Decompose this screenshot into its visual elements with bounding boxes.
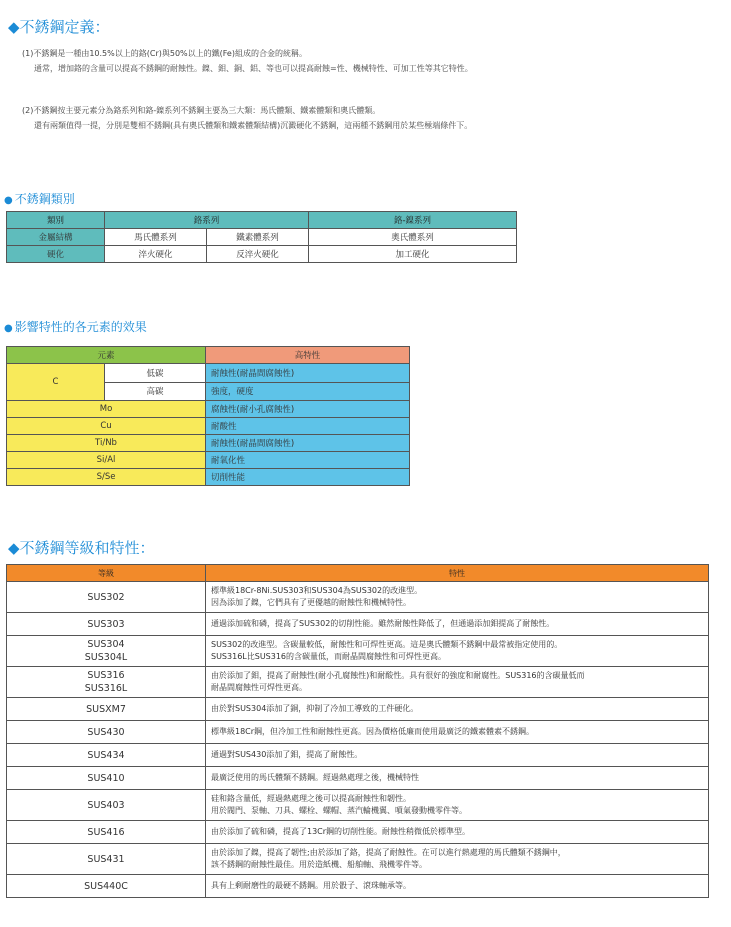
categories-heading [4, 190, 75, 207]
grade-label: SUS440C [84, 880, 128, 892]
table-header-cell: 高特性 [206, 347, 410, 364]
definition-p2-line2: 還有兩類值得一提，分別是雙相不銹鋼(具有奧氏體類和鐵素體類結構)沉澱硬化不銹鋼，這兩種不銹鋼用於某些極端條件下。 [34, 121, 473, 130]
grade-label: SUS430 [87, 726, 125, 738]
characteristic-cell [206, 821, 709, 844]
table-cell: 淬火硬化 [105, 246, 207, 263]
definition-p2-line1: (2)不銹鋼按主要元素分為鉻系列和鉻-鎳系列不銹鋼主要為三大類：馬氏體類、鐵素體類和奧氏體類。 [22, 106, 381, 115]
table-row [7, 698, 709, 721]
elements-table [6, 346, 410, 486]
table-header-cell: 等級 [7, 565, 206, 582]
grade-cell [7, 636, 206, 667]
grade-label: SUS303 [87, 618, 125, 630]
element-cell: Mo [7, 401, 206, 418]
characteristic-cell [206, 667, 709, 698]
table-row [7, 875, 709, 898]
table-row [7, 246, 517, 263]
grade-label: SUSXM7 [86, 703, 126, 715]
property-cell: 耐蝕性(耐晶間腐蝕性) [206, 435, 410, 452]
table-header-cell: 特性 [206, 565, 709, 582]
table-row [7, 667, 709, 698]
grade-cell [7, 582, 206, 613]
characteristic-cell [206, 582, 709, 613]
table-row [7, 821, 709, 844]
characteristic-cell [206, 844, 709, 875]
row-label: 硬化 [7, 246, 105, 263]
characteristic-line: SUS316L比SUS316的含碳量低，而耐晶間腐蝕性和可焊性更高。 [211, 652, 447, 661]
characteristic-cell [206, 613, 709, 636]
table-row [7, 435, 410, 452]
table-cell: 反淬火硬化 [207, 246, 309, 263]
grade-label: SUS410 [87, 772, 125, 784]
grade-label: SUS434 [87, 749, 125, 761]
element-cell: Si/Al [7, 452, 206, 469]
table-header-cell: 元素 [7, 347, 206, 364]
table-row [7, 469, 410, 486]
grade-cell [7, 790, 206, 821]
element-cell: Ti/Nb [7, 435, 206, 452]
table-row [7, 229, 517, 246]
property-cell: 腐蝕性(耐小孔腐蝕性) [206, 401, 410, 418]
property-cell: 耐蝕性(耐晶間腐蝕性) [206, 364, 410, 383]
characteristic-line: 通過添加硫和磷，提高了SUS302的切削性能。雖然耐蝕性降低了，但通過添加鉬提高了耐蝕性。 [211, 619, 555, 628]
property-cell: 耐氧化性 [206, 452, 410, 469]
grade-cell [7, 667, 206, 698]
categories-heading-text: 不銹鋼類別 [14, 192, 75, 206]
grades-heading: ◆不銹鋼等級和特性： [8, 539, 155, 557]
characteristic-cell [206, 875, 709, 898]
table-row [7, 401, 410, 418]
row-label: 金屬結構 [7, 229, 105, 246]
property-cell: 耐酸性 [206, 418, 410, 435]
grade-label: SUS304 [87, 639, 125, 650]
elements-heading [4, 318, 147, 335]
table-cell: 馬氏體系列 [105, 229, 207, 246]
characteristic-line: 該不銹鋼的耐蝕性最佳。用於造紙機、船舶軸、飛機零件等。 [211, 860, 427, 869]
bullet-icon: ● [4, 323, 13, 334]
table-row [7, 721, 709, 744]
table-row [7, 790, 709, 821]
property-cell: 切削性能 [206, 469, 410, 486]
characteristic-cell [206, 721, 709, 744]
bullet-icon: ● [4, 195, 13, 206]
characteristic-line: 硅和鉻含量低，經過熱處理之後可以提高耐蝕性和韌性。 [211, 794, 411, 803]
elements-heading-text: 影響特性的各元素的效果 [14, 320, 147, 334]
characteristic-line: 由於對SUS304添加了銅，抑制了冷加工導致的工件硬化。 [211, 704, 419, 713]
element-cell: C [7, 364, 105, 401]
table-row [7, 418, 410, 435]
characteristic-cell [206, 636, 709, 667]
characteristic-cell [206, 790, 709, 821]
grade-label: SUS316L [84, 683, 128, 694]
characteristic-line: 具有上剩耐磨性的最硬不銹鋼。用於骰子、滾珠軸承等。 [211, 881, 411, 890]
element-cell: S/Se [7, 469, 206, 486]
grades-table [6, 564, 709, 898]
definition-p1-line2: 通常，增加鉻的含量可以提高不銹鋼的耐蝕性。鎳、鉬、銅、鋁、等也可以提高耐蝕=性、機械特性、可加工性等其它特性。 [34, 64, 473, 73]
grade-label: SUS316 [87, 670, 125, 681]
characteristic-line: 標準級18Cr鋼，但冷加工性和耐蝕性更高。因為價格低廉而使用最廣泛的鐵素體素不銹鋼。 [211, 727, 535, 736]
grade-label: SUS416 [87, 826, 125, 838]
characteristic-cell [206, 698, 709, 721]
grade-cell [7, 767, 206, 790]
table-row [7, 452, 410, 469]
grade-label: SUS302 [87, 591, 125, 603]
table-row [7, 582, 709, 613]
grade-label: SUS403 [87, 799, 125, 811]
characteristic-cell [206, 744, 709, 767]
characteristic-cell [206, 767, 709, 790]
table-cell: 加工硬化 [309, 246, 517, 263]
characteristic-line: 由於添加了硫和磷，提高了13Cr鋼的切削性能。耐蝕性稍微低於標準型。 [211, 827, 471, 836]
definition-heading: ◆不銹鋼定義： [8, 18, 110, 36]
definition-p1-line1: (1)不銹鋼是一種由10.5%以上的鉻(Cr)與50%以上的鐵(Fe)組成的合金的統稱。 [22, 49, 307, 58]
grade-cell [7, 844, 206, 875]
table-row [7, 767, 709, 790]
property-cell: 強度，硬度 [206, 382, 410, 401]
categories-table [6, 211, 517, 263]
table-cell: 鐵素體系列 [207, 229, 309, 246]
table-row [7, 347, 410, 364]
grade-cell [7, 875, 206, 898]
table-row [7, 636, 709, 667]
grade-cell [7, 613, 206, 636]
grade-label: SUS431 [87, 853, 125, 865]
element-sub-cell: 高碳 [105, 382, 206, 401]
grade-cell [7, 721, 206, 744]
characteristic-line: 最廣泛使用的馬氏體類不銹鋼。經過熱處理之後，機械特性 [211, 773, 419, 782]
table-header-cell: 鉻-鎳系列 [309, 212, 517, 229]
table-header-cell: 鉻系列 [105, 212, 309, 229]
characteristic-line: 耐晶間腐蝕性可焊性更高。 [211, 683, 307, 692]
table-row [7, 613, 709, 636]
characteristic-line: SUS302的改進型。含碳量較低，耐蝕性和可焊性更高。這是奧氏體類不銹鋼中最常被指定使用的。 [211, 640, 563, 649]
grade-cell [7, 821, 206, 844]
table-row [7, 212, 517, 229]
characteristic-line: 用於閥門、泵軸、刀具、螺栓、螺帽、蒸汽輪機翼、噴氣發動機零件等。 [211, 806, 467, 815]
grade-cell [7, 744, 206, 767]
characteristic-line: 標準級18Cr-8Ni.SUS303和SUS304為SUS302的改進型。 [211, 586, 423, 595]
element-sub-cell: 低碳 [105, 364, 206, 383]
grade-label: SUS304L [84, 652, 128, 663]
characteristic-line: 由於添加了鎳，提高了韌性;由於添加了鉻，提高了耐蝕性。在可以進行熱處理的馬氏體類不銹鋼中， [211, 848, 566, 857]
table-cell: 奧氏體系列 [309, 229, 517, 246]
table-row [7, 565, 709, 582]
table-header-cell: 類別 [7, 212, 105, 229]
element-cell: Cu [7, 418, 206, 435]
characteristic-line: 通過對SUS430添加了鉬，提高了耐蝕性。 [211, 750, 363, 759]
characteristic-line: 因為添加了鎳，它們具有了更優越的耐蝕性和機械特性。 [211, 598, 411, 607]
characteristic-line: 由於添加了鉬，提高了耐蝕性(耐小孔腐蝕性)和耐酸性。具有很好的強度和耐腐性。SUS316的含碳量低而 [211, 671, 585, 680]
table-row [7, 744, 709, 767]
table-row [7, 364, 410, 383]
grade-cell [7, 698, 206, 721]
table-row [7, 844, 709, 875]
